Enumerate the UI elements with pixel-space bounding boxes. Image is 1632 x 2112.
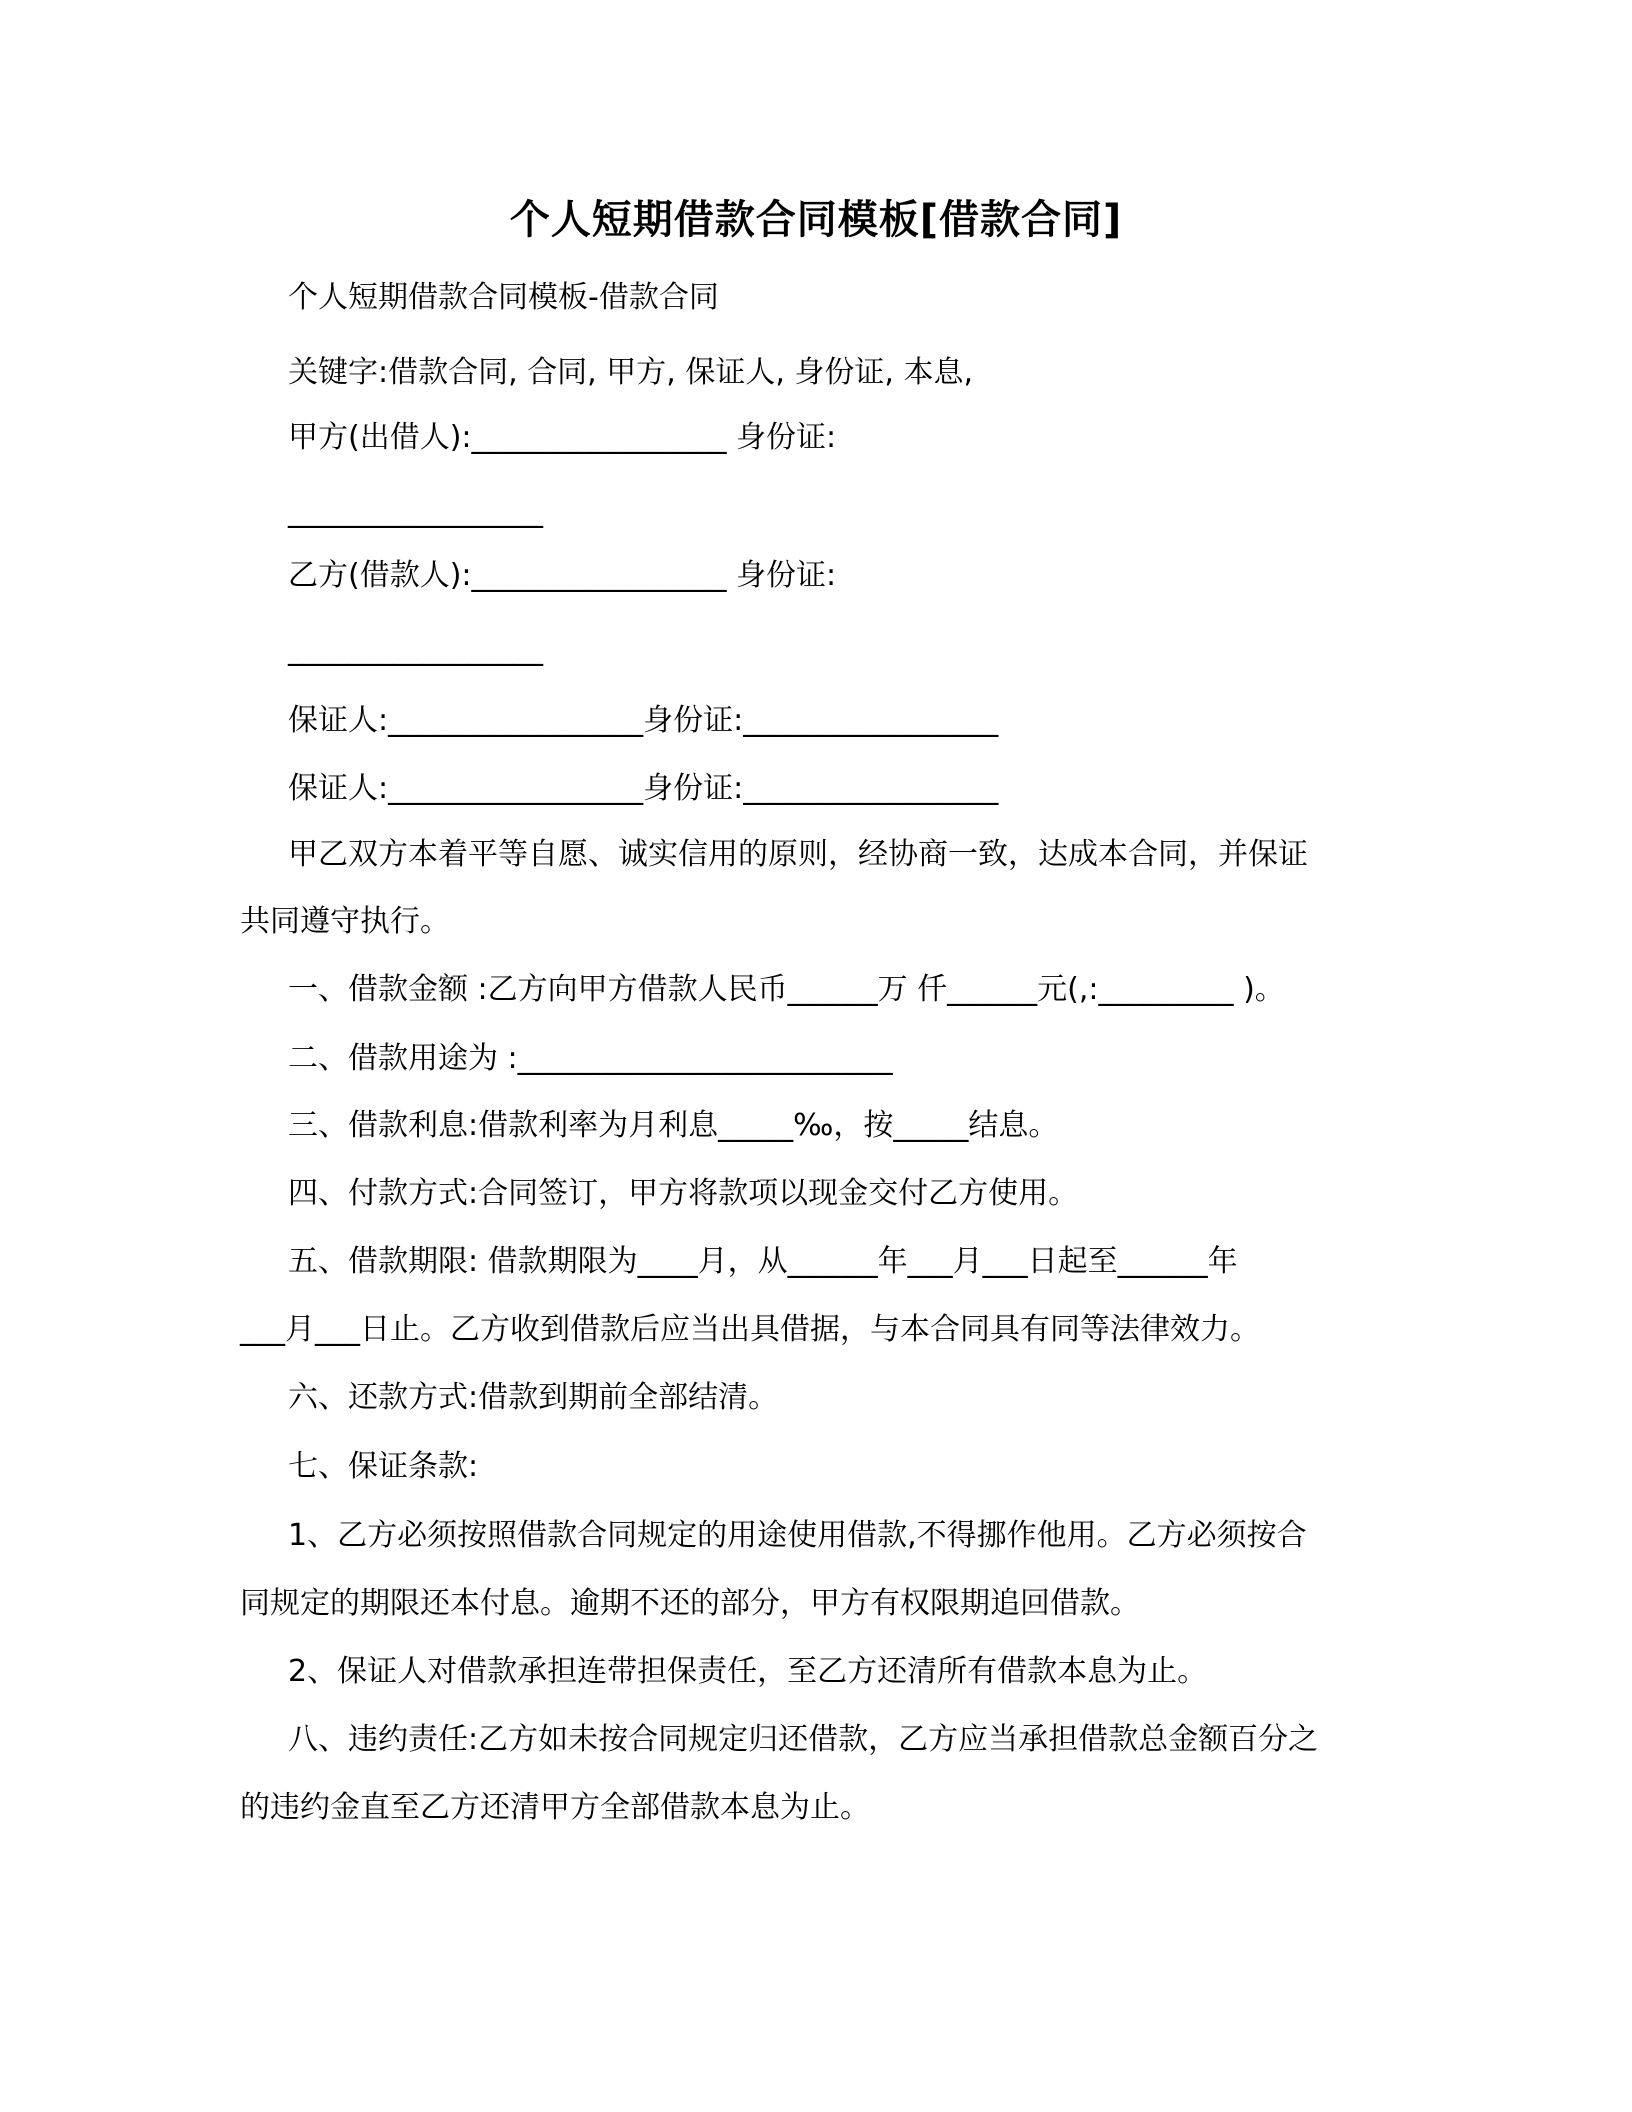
borrower-id-blank: _________________	[288, 632, 543, 667]
document-title: 个人短期借款合同模板[借款合同]	[509, 197, 1123, 243]
guarantee-item-1-line-2: 同规定的期限还本付息。逾期不还的部分，甲方有权限期追回借款。	[240, 1586, 1140, 1621]
guarantor-line-2: 保证人:_________________身份证:_________________	[288, 771, 999, 806]
subtitle-line: 个人短期借款合同模板-借款合同	[288, 280, 719, 315]
clause-8-liability-line-1: 八、违约责任:乙方如未按合同规定归还借款，乙方应当承担借款总金额百分之	[288, 1722, 1319, 1757]
guarantor-line-1: 保证人:_________________身份证:_________________	[288, 703, 999, 738]
keywords-line: 关键字:借款合同, 合同, 甲方, 保证人, 身份证, 本息,	[288, 355, 974, 390]
clause-1-amount: 一、借款金额 :乙方向甲方借款人民币______万 仟______元(,:_________ )。	[288, 972, 1285, 1007]
clause-4-payment: 四、付款方式:合同签订，甲方将款项以现金交付乙方使用。	[288, 1176, 1079, 1211]
guarantee-item-1-line-1: 1、乙方必须按照借款合同规定的用途使用借款,不得挪作他用。乙方必须按合	[288, 1518, 1307, 1553]
lender-id-blank: _________________	[288, 494, 543, 529]
preamble-line-1: 甲乙双方本着平等自愿、诚实信用的原则，经协商一致，达成本合同，并保证	[288, 837, 1308, 872]
borrower-line: 乙方(借款人):_________________ 身份证:	[288, 558, 837, 593]
lender-line: 甲方(出借人):_________________ 身份证:	[288, 420, 837, 455]
clause-5-term-line-2: ___月___日止。乙方收到借款后应当出具借据，与本合同具有同等法律效力。	[240, 1312, 1260, 1347]
clause-8-liability-line-2: 的违约金直至乙方还清甲方全部借款本息为止。	[240, 1790, 870, 1825]
clause-7-guarantee: 七、保证条款:	[288, 1449, 479, 1484]
clause-2-purpose: 二、借款用途为 :_________________________	[288, 1041, 893, 1076]
clause-3-interest: 三、借款利息:借款利率为月利息_____‰，按_____结息。	[288, 1108, 1059, 1143]
preamble-line-2: 共同遵守执行。	[240, 904, 450, 939]
guarantee-item-2: 2、保证人对借款承担连带担保责任，至乙方还清所有借款本息为止。	[288, 1654, 1208, 1689]
clause-5-term-line-1: 五、借款期限: 借款期限为____月，从______年___月___日起至______年	[288, 1244, 1238, 1279]
clause-6-repayment: 六、还款方式:借款到期前全部结清。	[288, 1380, 779, 1415]
